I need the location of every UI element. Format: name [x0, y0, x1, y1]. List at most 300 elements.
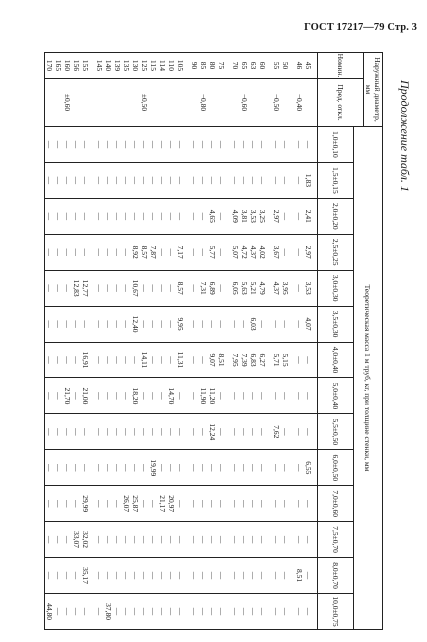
weight-cell: 32,02: [81, 522, 95, 558]
weight-cell: —: [104, 378, 113, 414]
weight-cell: —: [72, 306, 81, 342]
weight-cell: —: [258, 378, 272, 414]
weight-cell: —: [199, 522, 208, 558]
weight-cell: 21,17: [158, 486, 167, 522]
weight-cell: 8,57: [176, 270, 190, 306]
weight-cell: —: [190, 342, 199, 378]
weight-cell: —: [217, 127, 231, 163]
weight-cell: —: [104, 486, 113, 522]
weight-cell: —: [167, 234, 176, 270]
weight-cell: —: [281, 306, 295, 342]
weight-cell: —: [95, 127, 104, 163]
weight-cell: —: [63, 162, 72, 198]
weight-cell: —: [45, 414, 55, 450]
weight-cell: —: [63, 306, 72, 342]
rotated-table-frame: [18, 52, 383, 630]
weight-cell: —: [272, 127, 281, 163]
deviation-cell: [45, 79, 55, 127]
weight-cell: —: [295, 522, 304, 558]
nominal-diameter-cell: 155: [81, 53, 95, 79]
deviation-cell: −0,50: [272, 79, 281, 127]
weight-cell: 5,77: [208, 234, 217, 270]
weight-cell: —: [63, 594, 72, 630]
thickness-header: 5,0±0,40: [318, 378, 354, 414]
weight-cell: —: [176, 378, 190, 414]
weight-cell: —: [176, 594, 190, 630]
weight-cell: —: [140, 486, 149, 522]
weight-cell: 6,83: [249, 342, 258, 378]
weight-cell: —: [122, 594, 131, 630]
weight-cell: —: [54, 594, 63, 630]
weight-cell: —: [272, 594, 281, 630]
pipe-weight-table: [44, 52, 383, 630]
weight-cell: 12,24: [208, 414, 217, 450]
weight-cell: —: [176, 414, 190, 450]
weight-cell: —: [217, 306, 231, 342]
weight-cell: 21,00: [81, 378, 95, 414]
weight-cell: —: [281, 594, 295, 630]
weight-cell: —: [281, 450, 295, 486]
thickness-header: 5,5±0,50: [318, 414, 354, 450]
weight-cell: 14,11: [140, 342, 149, 378]
weight-cell: —: [176, 162, 190, 198]
deviation-cell: [72, 79, 81, 127]
table-row: [131, 53, 140, 630]
weight-cell: —: [258, 127, 272, 163]
weight-cell: —: [158, 522, 167, 558]
nominal-diameter-cell: 45: [304, 53, 318, 79]
weight-cell: —: [208, 486, 217, 522]
weight-cell: 26,07: [122, 486, 131, 522]
deviation-cell: −0,60: [240, 79, 249, 127]
weight-cell: —: [217, 558, 231, 594]
thickness-header: 7,5±0,70: [318, 522, 354, 558]
weight-cell: —: [81, 234, 95, 270]
weight-cell: —: [231, 162, 240, 198]
weight-cell: 6,27: [258, 342, 272, 378]
weight-cell: 29,99: [81, 486, 95, 522]
weight-cell: 5,07: [231, 234, 240, 270]
weight-cell: —: [72, 414, 81, 450]
weight-cell: —: [240, 594, 249, 630]
deviation-cell: [104, 79, 113, 127]
thickness-header: 7,0±0,60: [318, 486, 354, 522]
weight-cell: —: [63, 414, 72, 450]
weight-cell: 7,62: [272, 414, 281, 450]
weight-cell: —: [113, 414, 122, 450]
deviation-cell: −0,80: [199, 79, 208, 127]
weight-cell: —: [149, 594, 158, 630]
weight-cell: —: [158, 342, 167, 378]
weight-cell: 2,97: [272, 198, 281, 234]
weight-cell: —: [231, 522, 240, 558]
weight-cell: —: [140, 162, 149, 198]
table-row: [258, 53, 272, 630]
weight-cell: —: [54, 198, 63, 234]
weight-cell: 3,95: [281, 270, 295, 306]
weight-cell: —: [208, 450, 217, 486]
weight-cell: 9,95: [176, 306, 190, 342]
weight-cell: —: [272, 522, 281, 558]
thickness-header: 8,0±0,70: [318, 558, 354, 594]
weight-cell: —: [167, 558, 176, 594]
weight-cell: —: [240, 162, 249, 198]
weight-cell: —: [208, 162, 217, 198]
table-row: [113, 53, 122, 630]
weight-cell: —: [104, 414, 113, 450]
weight-cell: —: [54, 342, 63, 378]
weight-cell: —: [45, 486, 55, 522]
weight-cell: —: [158, 198, 167, 234]
nominal-diameter-cell: 60: [258, 53, 272, 79]
table-row: [72, 53, 81, 630]
weight-cell: 4,02: [258, 234, 272, 270]
weight-cell: —: [63, 234, 72, 270]
weight-cell: —: [72, 450, 81, 486]
weight-cell: —: [45, 378, 55, 414]
weight-cell: —: [208, 558, 217, 594]
weight-cell: 8,92: [131, 234, 140, 270]
weight-cell: —: [240, 558, 249, 594]
table-row: [45, 53, 55, 630]
weight-cell: —: [131, 342, 140, 378]
weight-cell: —: [231, 414, 240, 450]
weight-cell: —: [217, 486, 231, 522]
nominal-diameter-cell: 160: [63, 53, 72, 79]
weight-cell: —: [167, 414, 176, 450]
rotated-table-container: [18, 52, 383, 630]
table-row: [190, 53, 199, 630]
page-header: ГОСТ 17217—79 Стр. 3: [304, 22, 417, 33]
thickness-header: 4,0±0,40: [318, 342, 354, 378]
table-row: [54, 53, 63, 630]
deviation-header: Пред. откл.: [318, 79, 364, 127]
weight-cell: —: [231, 378, 240, 414]
weight-cell: —: [258, 594, 272, 630]
weight-cell: —: [249, 162, 258, 198]
table-row: [272, 53, 281, 630]
weight-cell: —: [304, 378, 318, 414]
weight-cell: —: [272, 450, 281, 486]
deviation-cell: [304, 79, 318, 127]
weight-cell: —: [240, 378, 249, 414]
weight-cell: —: [95, 414, 104, 450]
weight-cell: —: [122, 522, 131, 558]
weight-cell: —: [199, 234, 208, 270]
weight-cell: 16,91: [81, 342, 95, 378]
weight-cell: —: [149, 486, 158, 522]
weight-cell: —: [95, 270, 104, 306]
weight-cell: —: [208, 127, 217, 163]
weight-cell: —: [113, 270, 122, 306]
weight-cell: —: [295, 594, 304, 630]
weight-cell: —: [140, 594, 149, 630]
weight-cell: —: [295, 414, 304, 450]
weight-cell: —: [176, 558, 190, 594]
weight-cell: —: [304, 342, 318, 378]
weight-cell: —: [122, 306, 131, 342]
deviation-cell: [54, 79, 63, 127]
od-group-header: Наружный диаметр, мм: [364, 53, 383, 127]
weight-cell: 7,31: [199, 270, 208, 306]
weight-cell: —: [272, 162, 281, 198]
nominal-diameter-cell: 130: [131, 53, 140, 79]
table-row: [240, 53, 249, 630]
weight-cell: —: [240, 414, 249, 450]
weight-cell: —: [131, 414, 140, 450]
weight-cell: —: [295, 378, 304, 414]
weight-cell: —: [140, 306, 149, 342]
thickness-header: 3,0±0,30: [318, 270, 354, 306]
table-body: [45, 53, 318, 630]
weight-cell: 9,07: [208, 342, 217, 378]
weight-cell: —: [95, 486, 104, 522]
weight-cell: —: [240, 522, 249, 558]
nominal-diameter-cell: 63: [249, 53, 258, 79]
nominal-diameter-cell: 70: [231, 53, 240, 79]
deviation-cell: [113, 79, 122, 127]
weight-cell: 4,65: [208, 198, 217, 234]
nominal-diameter-cell: 135: [122, 53, 131, 79]
weight-cell: —: [167, 522, 176, 558]
weight-cell: —: [176, 486, 190, 522]
weight-cell: —: [240, 450, 249, 486]
nominal-diameter-cell: 105: [176, 53, 190, 79]
weight-cell: —: [113, 378, 122, 414]
weight-cell: —: [149, 342, 158, 378]
weight-cell: —: [158, 162, 167, 198]
weight-cell: —: [113, 198, 122, 234]
nominal-diameter-cell: 65: [240, 53, 249, 79]
weight-cell: 19,99: [149, 450, 158, 486]
weight-cell: —: [281, 486, 295, 522]
weight-cell: —: [240, 127, 249, 163]
weight-cell: —: [199, 594, 208, 630]
nominal-diameter-cell: 75: [217, 53, 231, 79]
thickness-header: 6,0±0,50: [318, 450, 354, 486]
weight-cell: —: [190, 270, 199, 306]
weight-cell: —: [258, 486, 272, 522]
weight-cell: —: [208, 522, 217, 558]
nominal-diameter-cell: 90: [190, 53, 199, 79]
weight-cell: 6,05: [231, 270, 240, 306]
weight-cell: —: [45, 306, 55, 342]
weight-cell: —: [249, 594, 258, 630]
weight-cell: —: [122, 162, 131, 198]
weight-cell: —: [72, 378, 81, 414]
weight-cell: 6,03: [249, 306, 258, 342]
nominal-diameter-cell: 80: [208, 53, 217, 79]
weight-cell: —: [295, 486, 304, 522]
weight-cell: —: [45, 198, 55, 234]
deviation-cell: [208, 79, 217, 127]
weight-cell: —: [63, 558, 72, 594]
deviation-cell: [95, 79, 104, 127]
weight-cell: —: [258, 522, 272, 558]
nominal-diameter-cell: 110: [167, 53, 176, 79]
weight-cell: —: [45, 162, 55, 198]
thickness-header: 2,0±0,20: [318, 198, 354, 234]
deviation-cell: [176, 79, 190, 127]
table-row: [149, 53, 158, 630]
weight-cell: —: [140, 378, 149, 414]
deviation-cell: [158, 79, 167, 127]
weight-cell: 1,83: [304, 162, 318, 198]
weight-cell: —: [304, 594, 318, 630]
weight-cell: —: [149, 162, 158, 198]
nominal-diameter-cell: 50: [281, 53, 295, 79]
weight-cell: —: [167, 127, 176, 163]
weight-cell: —: [272, 378, 281, 414]
weight-cell: —: [190, 198, 199, 234]
weight-cell: —: [113, 234, 122, 270]
weight-cell: —: [158, 594, 167, 630]
deviation-cell: ±0,60: [63, 79, 72, 127]
weight-cell: —: [54, 378, 63, 414]
nominal-diameter-cell: 165: [54, 53, 63, 79]
weight-cell: —: [258, 162, 272, 198]
weight-cell: —: [295, 450, 304, 486]
weight-cell: —: [217, 522, 231, 558]
weight-cell: —: [104, 522, 113, 558]
weight-cell: —: [140, 450, 149, 486]
weight-cell: —: [54, 162, 63, 198]
weight-cell: —: [231, 306, 240, 342]
weight-cell: —: [190, 558, 199, 594]
weight-cell: —: [63, 522, 72, 558]
weight-cell: 4,37: [249, 234, 258, 270]
weight-cell: —: [149, 414, 158, 450]
weight-cell: —: [158, 378, 167, 414]
weight-cell: —: [272, 558, 281, 594]
table-row: [295, 53, 304, 630]
weight-cell: —: [281, 414, 295, 450]
weight-cell: —: [281, 558, 295, 594]
weight-cell: —: [149, 306, 158, 342]
weight-cell: —: [81, 306, 95, 342]
weight-cell: —: [258, 414, 272, 450]
weight-cell: 21,70: [63, 378, 72, 414]
weight-cell: 6,89: [208, 270, 217, 306]
weight-cell: —: [113, 306, 122, 342]
thickness-header-row: [318, 53, 354, 630]
weight-cell: —: [140, 270, 149, 306]
table-row: [176, 53, 190, 630]
deviation-cell: [122, 79, 131, 127]
weight-cell: —: [217, 594, 231, 630]
weight-cell: —: [231, 127, 240, 163]
weight-cell: —: [199, 198, 208, 234]
weight-cell: —: [54, 450, 63, 486]
weight-cell: —: [72, 162, 81, 198]
table-row: [199, 53, 208, 630]
weight-cell: —: [54, 486, 63, 522]
weight-cell: —: [167, 198, 176, 234]
weight-cell: —: [140, 414, 149, 450]
weight-cell: —: [95, 198, 104, 234]
weight-cell: 37,80: [104, 594, 113, 630]
weight-cell: —: [95, 342, 104, 378]
nominal-diameter-cell: 55: [272, 53, 281, 79]
weight-cell: —: [45, 234, 55, 270]
weight-cell: —: [199, 127, 208, 163]
weight-cell: —: [122, 234, 131, 270]
weight-cell: —: [149, 270, 158, 306]
weight-cell: —: [131, 127, 140, 163]
weight-cell: —: [295, 198, 304, 234]
weight-cell: —: [281, 162, 295, 198]
weight-cell: 4,79: [258, 270, 272, 306]
table-row: [167, 53, 176, 630]
weight-cell: —: [104, 127, 113, 163]
weight-cell: —: [295, 234, 304, 270]
weight-cell: —: [272, 306, 281, 342]
weight-cell: —: [95, 522, 104, 558]
weight-cell: —: [131, 450, 140, 486]
deviation-cell: [258, 79, 272, 127]
weight-cell: —: [208, 594, 217, 630]
weight-cell: —: [258, 306, 272, 342]
weight-cell: —: [81, 198, 95, 234]
nominal-diameter-cell: 125: [140, 53, 149, 79]
weight-cell: —: [81, 450, 95, 486]
weight-cell: —: [249, 558, 258, 594]
weight-cell: —: [217, 270, 231, 306]
deviation-cell: [167, 79, 176, 127]
table-row: [81, 53, 95, 630]
weight-cell: —: [131, 198, 140, 234]
weight-cell: 5,63: [240, 270, 249, 306]
weight-cell: —: [131, 522, 140, 558]
weight-cell: —: [295, 162, 304, 198]
weight-cell: —: [104, 342, 113, 378]
weight-cell: 7,39: [240, 342, 249, 378]
weight-cell: 5,15: [281, 342, 295, 378]
weight-cell: 7,87: [149, 234, 158, 270]
weight-cell: —: [81, 414, 95, 450]
weight-cell: —: [72, 594, 81, 630]
weight-cell: —: [199, 414, 208, 450]
weight-cell: —: [281, 198, 295, 234]
weight-cell: —: [131, 162, 140, 198]
weight-cell: —: [240, 306, 249, 342]
weight-cell: —: [249, 127, 258, 163]
weight-cell: 3,53: [304, 270, 318, 306]
weight-cell: —: [190, 594, 199, 630]
weight-cell: —: [122, 270, 131, 306]
weight-cell: 4,09: [231, 198, 240, 234]
weight-cell: —: [167, 342, 176, 378]
table-row: [249, 53, 258, 630]
weight-cell: —: [122, 127, 131, 163]
weight-cell: —: [272, 486, 281, 522]
weight-cell: 11,20: [208, 378, 217, 414]
nominal-diameter-cell: 46: [295, 53, 304, 79]
weight-cell: —: [304, 558, 318, 594]
weight-cell: —: [199, 558, 208, 594]
weight-cell: —: [167, 594, 176, 630]
thickness-header: 1,0±0,10: [318, 127, 354, 163]
weight-cell: —: [190, 162, 199, 198]
weight-cell: —: [231, 486, 240, 522]
weight-cell: —: [190, 127, 199, 163]
weight-cell: —: [231, 450, 240, 486]
weight-cell: —: [281, 234, 295, 270]
weight-cell: —: [249, 522, 258, 558]
weight-cell: —: [167, 270, 176, 306]
weight-cell: —: [190, 306, 199, 342]
weight-cell: —: [131, 558, 140, 594]
